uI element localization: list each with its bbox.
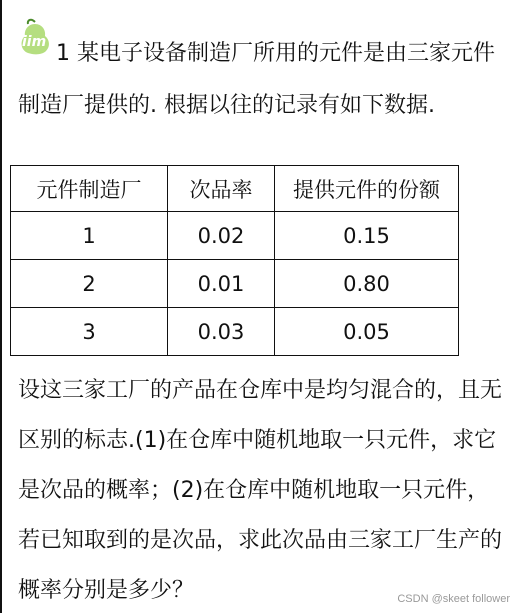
cell-manufacturer: 2 — [11, 260, 168, 308]
cell-supply-share: 0.05 — [275, 308, 459, 356]
problem-question: 设这三家工厂的产品在仓库中是均匀混合的，且无区别的标志.(1)在仓库中随机地取一只元件，求它是次品的概率；(2)在仓库中随机地取一只元件，若已知取到的是次品，求此次品由三家工厂生产的概率分别是多少？ — [18, 378, 503, 603]
table-row — [11, 260, 459, 308]
cell-manufacturer: 3 — [11, 308, 168, 356]
cell-defect-rate: 0.03 — [168, 308, 275, 356]
problem-number: 1 — [56, 41, 70, 66]
svg-text:iim: iim — [22, 34, 47, 50]
problem-intro — [18, 28, 508, 132]
header-defect-rate: 次品率 — [168, 166, 275, 212]
watermark: CSDN @skeet follower — [397, 593, 510, 605]
cell-manufacturer: 1 — [11, 212, 168, 260]
data-table — [10, 165, 459, 356]
problem-intro-text: 某电子设备制造厂所用的元件是由三家元件制造厂提供的. 根据以往的记录有如下数据. — [18, 41, 496, 118]
table-header-row — [11, 166, 459, 212]
left-border-line — [0, 0, 2, 613]
cell-supply-share: 0.15 — [275, 212, 459, 260]
table-row — [11, 212, 459, 260]
table-row — [11, 308, 459, 356]
header-supply-share: 提供元件的份额 — [275, 166, 459, 212]
cell-supply-share: 0.80 — [275, 260, 459, 308]
cell-defect-rate: 0.02 — [168, 212, 275, 260]
header-manufacturer: 元件制造厂 — [11, 166, 168, 212]
cell-defect-rate: 0.01 — [168, 260, 275, 308]
